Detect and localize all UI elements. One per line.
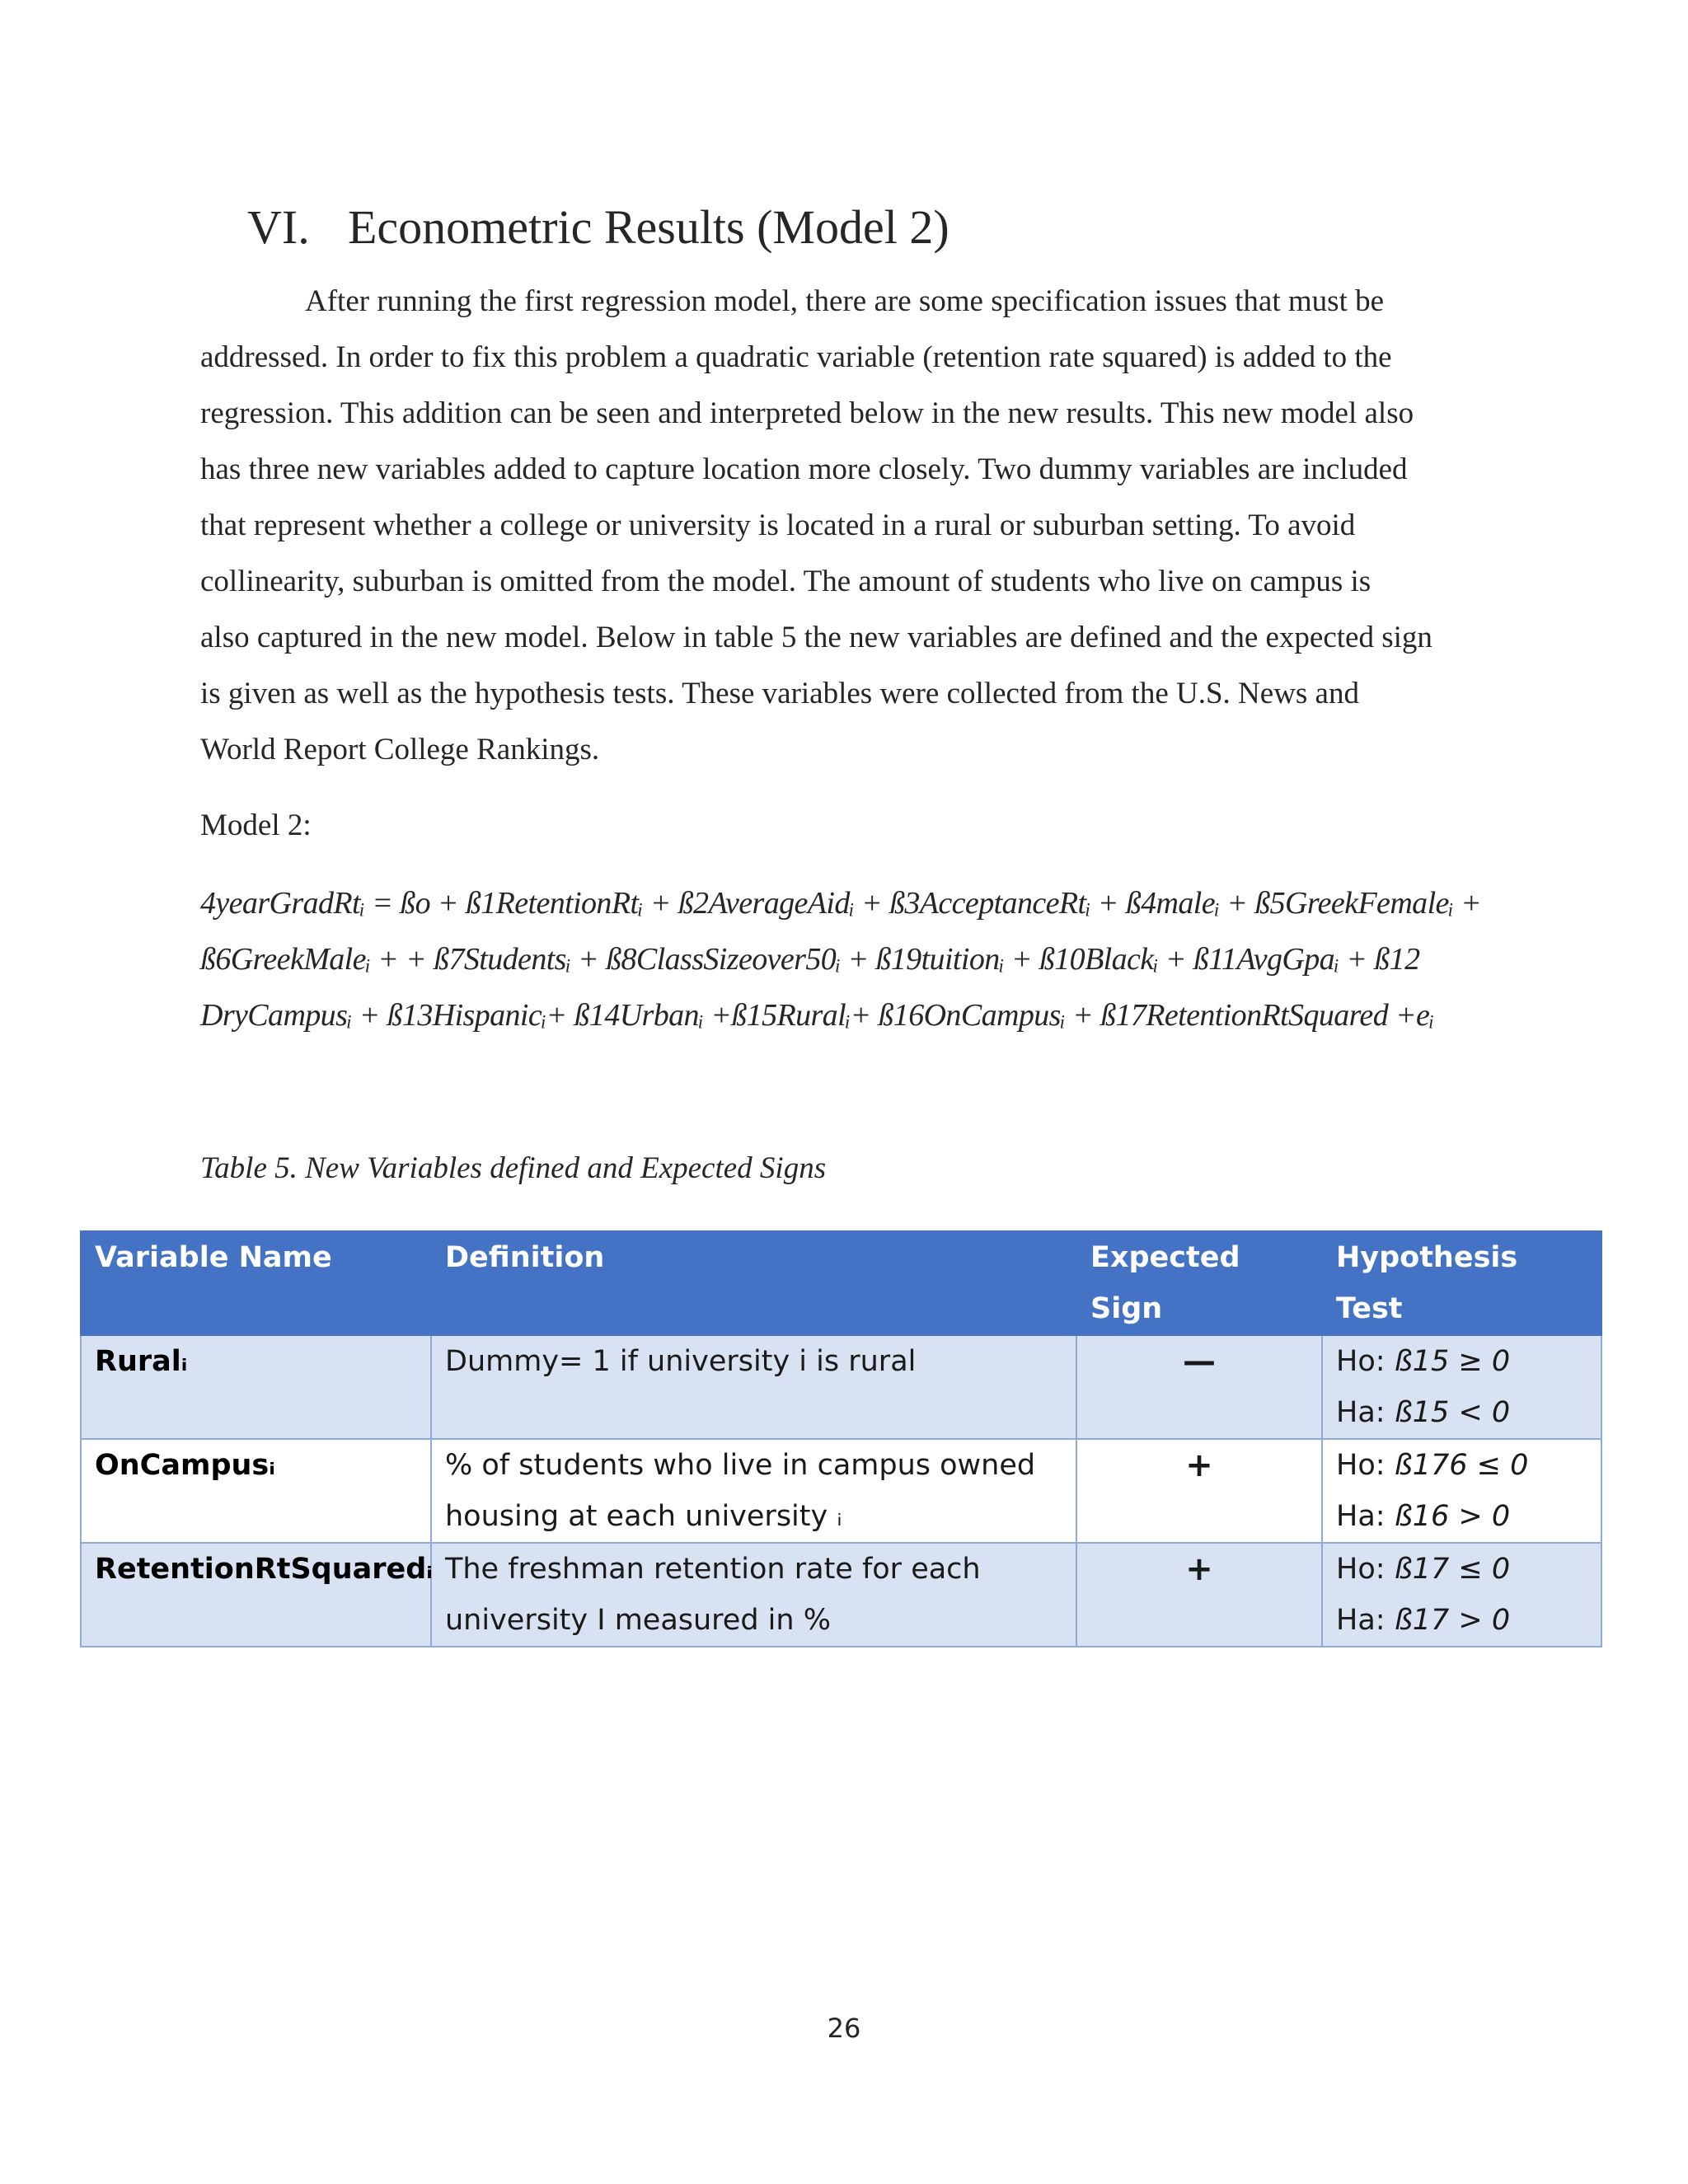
- model-label: Model 2:: [200, 808, 312, 842]
- table-header-row: [81, 1231, 1601, 1335]
- ho-value: ß15 ≥ 0: [1394, 1345, 1511, 1378]
- alternative-hypothesis: [1336, 1491, 1587, 1542]
- ha-prefix: Ha:: [1336, 1604, 1395, 1637]
- table-caption: Table 5. New Variables defined and Expected Signs: [200, 1151, 827, 1185]
- ha-value: ß16 > 0: [1394, 1500, 1511, 1533]
- ho-prefix: Ho:: [1336, 1345, 1395, 1378]
- alternative-hypothesis: [1336, 1387, 1587, 1438]
- variable-name-cell: RetentionRtSquaredᵢ: [81, 1543, 431, 1647]
- paragraph-line: After running the first regression model, there are some specification issues that must be: [305, 284, 1385, 318]
- header-variable-name: Variable Name: [81, 1231, 431, 1335]
- definition-cell: Dummy= 1 if university i is rural: [431, 1335, 1076, 1439]
- section-number: VI.: [247, 200, 310, 254]
- paragraph-line: that represent whether a college or university is located in a rural or suburban setting. To avoid: [200, 509, 1356, 542]
- section-heading: [247, 196, 950, 259]
- alternative-hypothesis: [1336, 1595, 1587, 1646]
- null-hypothesis: [1336, 1440, 1587, 1491]
- null-hypothesis: [1336, 1336, 1587, 1387]
- paragraph-line: regression. This addition can be seen and interpreted below in the new results. This new model also: [200, 396, 1414, 430]
- page-number: 26: [827, 2013, 861, 2044]
- ho-prefix: Ho:: [1336, 1553, 1395, 1586]
- equation-line: 4yearGradRtᵢ = ßo + ß1RetentionRtᵢ + ß2AverageAidᵢ + ß3AcceptanceRtᵢ + ß4maleᵢ + ß5GreekFemaleᵢ +: [200, 886, 1482, 921]
- equation-line: DryCampusᵢ + ß13Hispanicᵢ+ ß14Urbanᵢ +ß15Ruralᵢ+ ß16OnCampusᵢ + ß17RetentionRtSquared +eᵢ: [200, 998, 1434, 1033]
- ha-prefix: Ha:: [1336, 1500, 1395, 1533]
- ha-value: ß15 < 0: [1394, 1396, 1511, 1429]
- ho-value: ß17 ≤ 0: [1394, 1553, 1511, 1586]
- header-definition: Definition: [431, 1231, 1076, 1335]
- definition-cell: The freshman retention rate for each university I measured in %: [431, 1543, 1076, 1647]
- paragraph-line: collinearity, suburban is omitted from the model. The amount of students who live on campus is: [200, 565, 1372, 598]
- hypothesis-cell: [1322, 1335, 1601, 1439]
- section-title: Econometric Results (Model 2): [348, 200, 950, 254]
- paragraph-line: also captured in the new model. Below in table 5 the new variables are defined and the expected sign: [200, 621, 1432, 654]
- table-row: [81, 1543, 1601, 1647]
- hypothesis-cell: [1322, 1439, 1601, 1543]
- definition-cell: % of students who live in campus owned housing at each university ᵢ: [431, 1439, 1076, 1543]
- hypothesis-cell: [1322, 1543, 1601, 1647]
- expected-sign-cell: —: [1076, 1335, 1322, 1439]
- table-row: [81, 1335, 1601, 1439]
- expected-sign-cell: +: [1076, 1543, 1322, 1647]
- ha-value: ß17 > 0: [1394, 1604, 1511, 1637]
- variable-name-cell: Ruralᵢ: [81, 1335, 431, 1439]
- header-expected-sign: Expected Sign: [1076, 1231, 1322, 1335]
- paragraph-line: has three new variables added to capture location more closely. Two dummy variables are included: [200, 452, 1408, 486]
- null-hypothesis: [1336, 1544, 1587, 1595]
- ho-value: ß176 ≤ 0: [1394, 1449, 1529, 1482]
- ho-prefix: Ho:: [1336, 1449, 1395, 1482]
- body-paragraph: [200, 274, 1519, 778]
- expected-sign-cell: +: [1076, 1439, 1322, 1543]
- header-hypothesis-test: Hypothesis Test: [1322, 1231, 1601, 1335]
- ha-prefix: Ha:: [1336, 1396, 1395, 1429]
- regression-equation: [200, 875, 1552, 1043]
- variable-name-cell: OnCampusᵢ: [81, 1439, 431, 1543]
- table-row: [81, 1439, 1601, 1543]
- paragraph-line: World Report College Rankings.: [200, 733, 600, 766]
- equation-line: ß6GreekMaleᵢ + + ß7Studentsᵢ + ß8ClassSizeover50ᵢ + ß19tuitionᵢ + ß10Blackᵢ + ß11AvgGpaᵢ + ß12: [200, 942, 1420, 977]
- variables-table: [80, 1230, 1602, 1647]
- paragraph-line: is given as well as the hypothesis tests. These variables were collected from the U.S. News and: [200, 677, 1359, 710]
- paragraph-line: addressed. In order to fix this problem a quadratic variable (retention rate squared) is added to the: [200, 340, 1392, 374]
